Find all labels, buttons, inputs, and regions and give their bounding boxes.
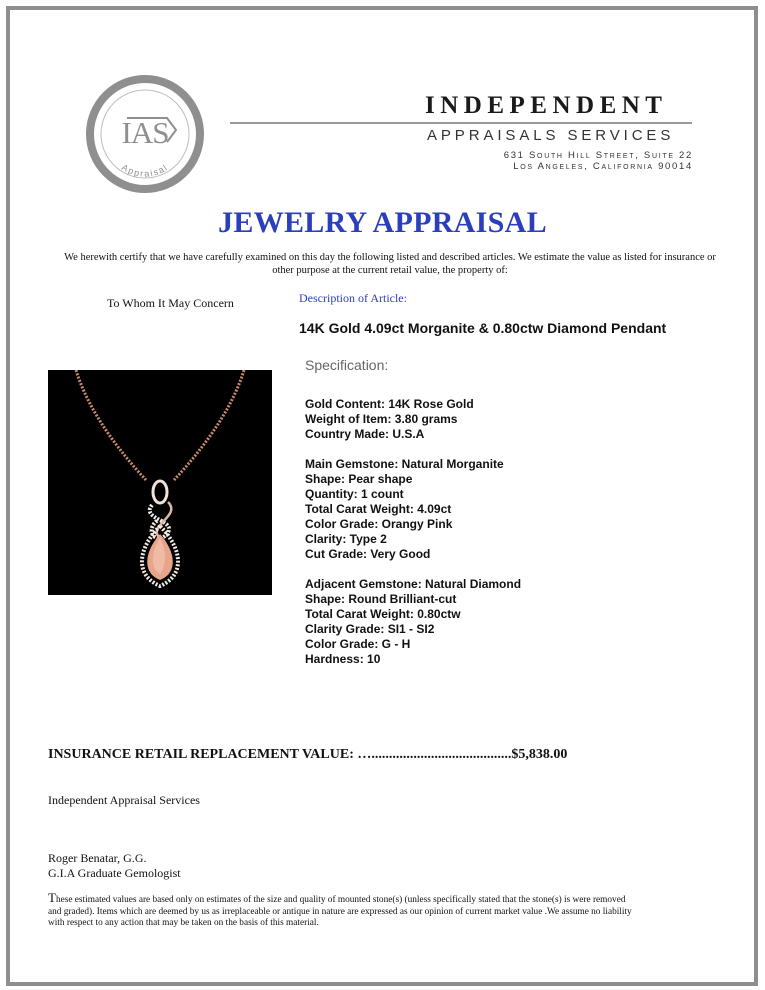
spec-line: Color Grade: Orangy Pink [305,517,453,531]
company-name: INDEPENDENT [425,92,668,119]
spec-line: Shape: Round Brilliant-cut [305,592,457,606]
spec-line: Quantity: 1 count [305,487,404,501]
spec-line: Clarity Grade: SI1 - SI2 [305,622,435,636]
signer-name: Roger Benatar, G.G. [48,851,147,865]
spec-line: Total Carat Weight: 0.80ctw [305,607,461,621]
logo-arc-text: Appraisal [119,162,171,179]
document-title: JEWELRY APPRAISAL [218,206,547,239]
logo-initials: IAS [121,115,169,150]
spec-line: Shape: Pear shape [305,472,413,486]
header-divider [230,122,692,124]
specification-list [305,397,521,682]
company-address-line1: 631 South Hill Street, Suite 22 [503,150,693,161]
spec-line: Total Carat Weight: 4.09ct [305,502,452,516]
ias-appraisal-seal-icon [83,72,207,196]
spec-line: Color Grade: G - H [305,637,411,651]
value-leader: ........................................ [371,747,512,762]
value-amount: $5,838.00 [511,747,568,762]
signing-company: Independent Appraisal Services [48,793,200,807]
value-label: INSURANCE RETAIL REPLACEMENT VALUE: … [48,747,372,762]
disclaimer-text: hese estimated values are based only on estimates of the size and quality of mounted stone(s) (unless specifically stated that the stone(s) is were removed and graded). Items which are deemed by us as irreplaceable or antique in nature are expressed as our opinion of current market value .We assume no liability with respect to any action that may be taken on the basis of this material. [48,895,632,928]
disclaimer [48,892,638,930]
gold-details [305,397,521,442]
spec-line: Cut Grade: Very Good [305,547,431,561]
spec-line: Gold Content: 14K Rose Gold [305,397,474,411]
signer-block [48,851,181,881]
morganite-diamond-pendant-photo [48,370,272,595]
spec-line: Clarity: Type 2 [305,532,387,546]
signer-credential: G.I.A Graduate Gemologist [48,866,181,880]
spec-line: Hardness: 10 [305,652,381,666]
spec-line: Country Made: U.S.A [305,427,425,441]
company-subtitle: APPRAISALS SERVICES [427,127,675,144]
certification-statement: We herewith certify that we have carefully examined on this day the following listed and described articles. We estimate the value as listed for insurance or other purpose at the current retail value, the property of: [64,252,716,276]
disclaimer-first-letter: T [48,890,56,905]
spec-line: Adjacent Gemstone: Natural Diamond [305,577,522,591]
item-title: 14K Gold 4.09ct Morganite & 0.80ctw Diamond Pendant [299,320,667,336]
replacement-value [48,747,567,763]
recipient: To Whom It May Concern [107,296,234,310]
spec-line: Weight of Item: 3.80 grams [305,412,458,426]
main-gemstone-details [305,457,521,562]
adjacent-gemstone-details [305,577,521,667]
description-label: Description of Article: [299,291,407,305]
spec-line: Main Gemstone: Natural Morganite [305,457,504,471]
company-address-line2: Los Angeles, California 90014 [513,161,693,172]
specification-label: Specification: [305,357,389,373]
